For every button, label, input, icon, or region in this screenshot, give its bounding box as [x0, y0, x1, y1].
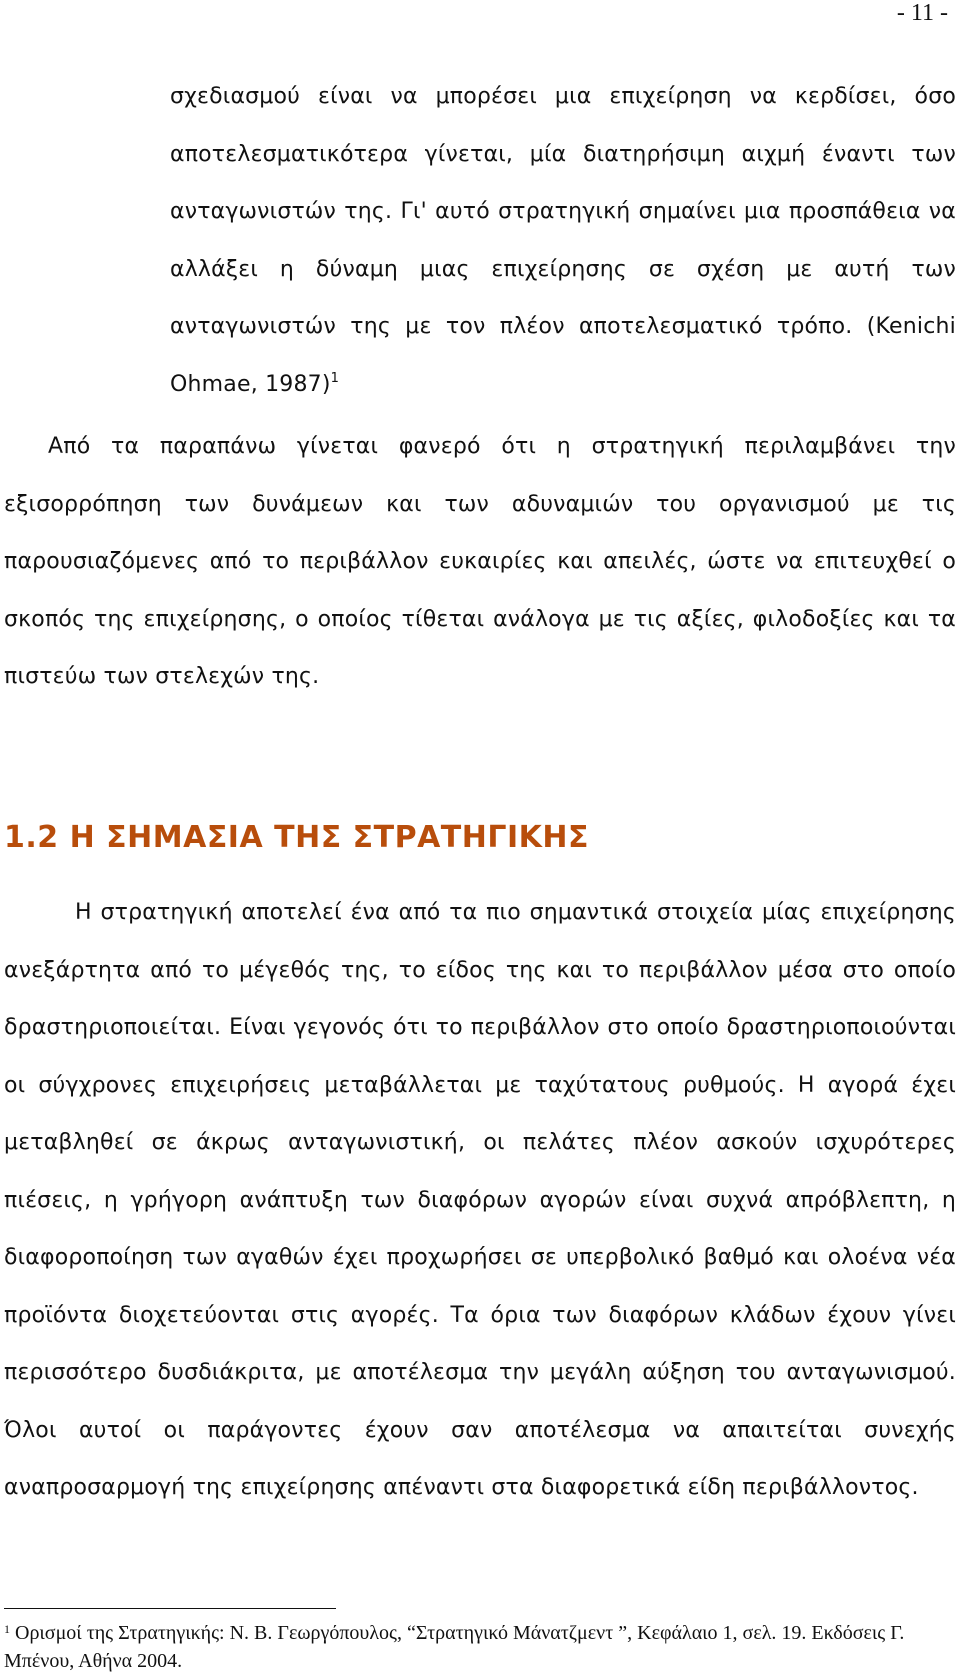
- footnote-reference: 1: [330, 370, 340, 386]
- paragraph-strategy-importance: Η στρατηγική αποτελεί ένα από τα πιο σημαντικά στοιχεία μίας επιχείρησης ανεξάρτητα από το μέγεθός της, το είδος της και το περιβάλλον μέσα στο οποίο δραστηριοποιείται. Είναι γεγονός ότι το περιβάλλον στο οποίο δραστηριοποιούνται οι σύγχρονες επιχειρήσεις μεταβάλλεται με ταχύτατους ρυθμούς. Η αγορά έχει μεταβληθεί σε άκρως ανταγωνιστική, οι πελάτες πλέον ασκούν ισχυρότερες πιέσεις, η γρήγορη ανάπτυξη των διαφόρων αγορών είναι συχνά απρόβλεπτη, η διαφοροποίηση των αγαθών έχει προχωρήσει σε υπερβολικό βαθμό και ολοένα νέα προϊόντα διοχετεύονται στις αγορές. Τα όρια των διαφόρων κλάδων έχουν γίνει περισσότερο δυσδιάκριτα, με αποτέλεσμα την μεγάλη αύξηση του ανταγωνισμού. Όλοι αυτοί οι παράγοντες έχουν σαν αποτέλεσμα να απαιτείται συνεχής αναπροσαρμογή της επιχείρησης απέναντι στα διαφορετικά είδη περιβάλλοντος.: [4, 900, 956, 1500]
- section-heading: 1.2 Η ΣΗΜΑΣΙΑ ΤΗΣ ΣΤΡΑΤΗΓΙΚΗΣ: [4, 820, 589, 855]
- quoted-definition: [170, 68, 956, 413]
- footnote-text: Ορισμοί της Στρατηγικής: Ν. Β. Γεωργόπουλος, “Στρατηγικό Μάνατζμεντ ”, Κεφάλαιο 1, σελ. 19. Εκδόσεις Γ. Μπένου, Αθήνα 2004.: [4, 1622, 905, 1672]
- quote-text: σχεδιασμού είναι να μπορέσει μια επιχείρηση να κερδίσει, όσο αποτελεσματικότερα γίνεται, μία διατηρήσιμη αιχμή έναντι των ανταγωνιστών της. Γι' αυτό στρατηγική σημαίνει μια προσπάθεια να αλλάξει η δύναμη μιας επιχείρησης σε σχέση με αυτή των ανταγωνιστών της με τον πλέον αποτελεσματικό τρόπο. (Kenichi Ohmae, 1987): [170, 84, 956, 397]
- footnote-separator: [4, 1608, 336, 1609]
- footnote: [4, 1619, 956, 1675]
- footnote-marker: 1: [4, 1622, 10, 1636]
- page-number: - 11 -: [896, 0, 948, 26]
- paragraph-strategy-balance: Από τα παραπάνω γίνεται φανερό ότι η στρατηγική περιλαμβάνει την εξισορρόπηση των δυνάμεων και των αδυναμιών του οργανισμού με τις παρουσιαζόμενες από το περιβάλλον ευκαιρίες και απειλές, ώστε να επιτευχθεί ο σκοπός της επιχείρησης, ο οποίος τίθεται ανάλογα με τις αξίες, φιλοδοξίες και τα πιστεύω των στελεχών της.: [4, 434, 956, 689]
